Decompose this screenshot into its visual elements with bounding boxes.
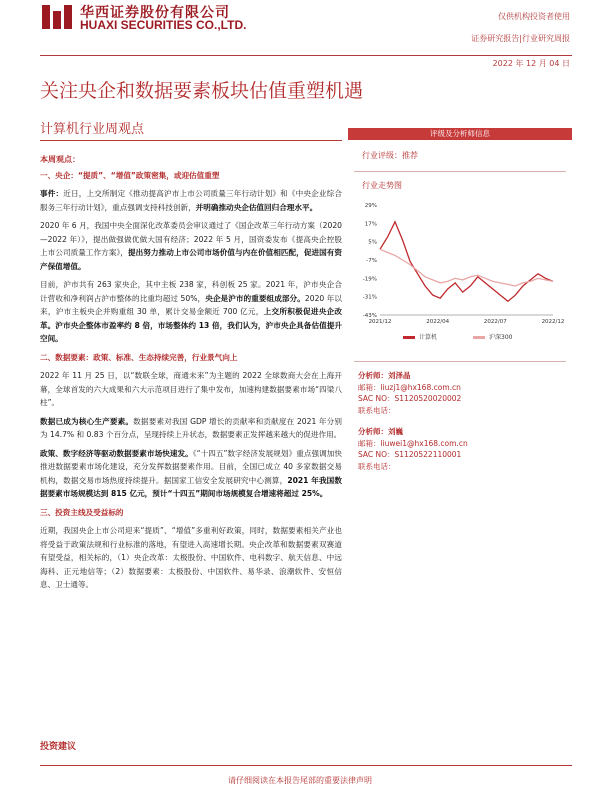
analyst-1-sac: SAC NO：S1120520020002 — [358, 394, 462, 403]
trend-chart — [348, 197, 572, 357]
core-factor-bold: 数据已成为核心生产要素。 — [40, 416, 134, 426]
sh-soe-bold2: 上交所积极促进央企改革。沪市央企整体市盈率约 8 倍，市场整体约 13 倍，我们认为，沪市央企具备估值提升空间。 — [40, 307, 343, 343]
legend-label: 沪深300 — [489, 334, 513, 341]
analyst-1-phone: 联系电话： — [358, 405, 396, 415]
heading-data-elements: 二、数据要素：政策、标准、生态持续完善，行业景气向上 — [40, 352, 238, 362]
paragraph-sh-soe — [40, 278, 342, 346]
analyst-2-phone: 联系电话： — [358, 461, 396, 471]
x-tick-label: 2022/12 — [541, 319, 565, 325]
policy-text: 《“十四五”数字经济发展规划》重点强调加快推进数据要素市场化建设，充分发挥数据要素作用。目前，全国已成立 40 多家数据交易机构，数据交易市场热度持续提升。据国家工信安全发展研究中心测算， — [40, 448, 342, 485]
paragraph-beneficiaries: 近期，我国央企上市公司迎来“提质”、“增值”多重利好政策，同时，数据要素相关产业也将受益于政策法规和行业标准的落地，有望进入高速增长期。央企改革和数据要素双赛道有望受益，相关标的，（1）央企改革：太极股份、中国软件、电科数字、航天信息、中远海科、正元地信等；（2）数据要素：太极股份、中国软件、易华录、浪潮软件、安恒信息、卫士通等。 — [40, 526, 342, 589]
event-text: 近日，上交所制定《推动提高沪市上市公司质量三年行动计划》和《中央企业综合服务三年行动计划》，重点强调支持科技创新， — [40, 189, 343, 212]
logo-company-name-cn: 华西证券股份有限公司 — [80, 5, 230, 21]
sidebar — [348, 128, 572, 472]
analyst-1 — [348, 370, 572, 416]
policy-bold2: 2021 年我国数据要素市场规模达到 815 亿元，预计“十四五”期间市场规模复合增速将超过 25%。 — [40, 475, 343, 498]
policy-bold: 政策、数字经济等驱动数据要素市场快速发。 — [40, 448, 193, 458]
legend-swatch — [403, 336, 415, 339]
sh-soe-text: 目前，沪市共有 263 家央企，其中主板 238 家，科创板 25 家。2021 年，沪市央企合计营收和净利润占沪市整体的比重均超过 50%， — [40, 280, 342, 303]
sidebar-divider — [354, 361, 566, 362]
analyst-2 — [348, 426, 572, 472]
report-date: 2022 年 12 月 04 日 — [492, 59, 570, 68]
x-tick-label: 2022/07 — [483, 319, 507, 325]
main-content — [40, 153, 342, 597]
series-line-csi300 — [380, 249, 553, 286]
y-tick-label: -43% — [362, 313, 377, 319]
section-label: 本周观点： — [40, 155, 80, 164]
paragraph-conference: 2022 年 11 月 25 日，以“数联全球，商通未来”为主题的 2022 全球数商大会在上海开幕，全球首发的六大成果和六大示范项目进行了集中发布，加速构建数据要素市场“四梁八柱”。 — [40, 371, 342, 407]
analyst-1-email[interactable]: 邮箱：liuzj1@hx168.com.cn — [358, 382, 461, 392]
core-factor-text: 数据要素对我国 GDP 增长的贡献率和贡献度在 2021 年分别为 14.7% 和 0.83 个百分点，呈现持续上升状态，数据要素正发挥越来越大的促进作用。 — [40, 416, 343, 439]
y-tick-label: 17% — [364, 221, 377, 228]
reform-text: 2020 年 6 月，我国中央全面深化改革委员会审议通过了《国企改革三年行动方案（2020—2022 年）》，提出做强做优做大国有经济；2022 年 5 月，国资委发布《提高央企控股上市公司质量工作方案》， — [40, 221, 342, 257]
paragraph-core-factor — [40, 415, 342, 442]
y-tick-label: -31% — [362, 294, 377, 301]
subtitle-divider — [40, 140, 342, 141]
sh-soe-bold1: 央企是沪市的重要组成部分。 — [205, 293, 305, 303]
x-tick-label: 2022/04 — [426, 319, 450, 325]
report-subtitle: 计算机行业周观点 — [40, 122, 145, 137]
company-logo-icon — [40, 3, 76, 31]
sidebar-header: 评级及分析师信息 — [348, 128, 572, 140]
header-divider — [40, 55, 572, 56]
y-tick-label: -7% — [366, 258, 377, 264]
report-title: 关注央企和数据要素板块估值重塑机遇 — [40, 80, 364, 102]
sidebar-divider — [354, 171, 566, 172]
paragraph-event — [40, 187, 342, 214]
heading-soe: 一、央企：“提质”、“增值”政策密集，或迎估值重塑 — [40, 170, 220, 180]
paragraph-policy — [40, 447, 342, 501]
analyst-2-email[interactable]: 邮箱：liuwei1@hx168.com.cn — [358, 438, 468, 448]
reform-bold: 提出努力推动上市公司市场价值与内在价值相匹配，促进国有资产保值增值。 — [40, 248, 343, 271]
analyst-2-name: 分析师：刘巍 — [358, 427, 403, 436]
footer-divider — [40, 765, 572, 766]
report-type: 证券研究报告|行业研究周报 — [471, 34, 570, 43]
footer-legal-notice: 请仔细阅读在本报告尾部的重要法律声明 — [228, 776, 372, 785]
heading-investment-lines: 三、投资主线及受益标的 — [40, 507, 124, 517]
y-tick-label: 29% — [364, 203, 377, 209]
logo-company-name-en: HUAXI SECURITIES CO.,LTD. — [80, 18, 247, 32]
trend-chart-svg — [348, 197, 572, 357]
analyst-1-name: 分析师：刘泽晶 — [358, 371, 411, 380]
y-tick-label: -19% — [362, 276, 377, 283]
investment-advice-heading: 投资建议 — [40, 742, 77, 752]
y-tick-label: 5% — [368, 239, 377, 246]
investor-disclaimer: 仅供机构投资者使用 — [498, 12, 570, 21]
analyst-2-sac: SAC NO：S1120522110001 — [358, 450, 462, 459]
legend-label: 计算机 — [419, 334, 438, 341]
event-lead: 事件： — [40, 189, 64, 198]
event-bold: 并明确推动央企估值回归合理水平。 — [195, 202, 318, 212]
sh-soe-text2: 2020 年以来，沪市主板央企并购重组 30 单，累计交易金额近 700 亿元， — [40, 293, 342, 316]
paragraph-reform — [40, 219, 342, 273]
industry-rating: 行业评级：推荐 — [362, 151, 418, 160]
chart-title: 行业走势图 — [362, 181, 402, 190]
x-tick-label: 2021/12 — [368, 319, 392, 325]
legend-swatch — [473, 336, 485, 339]
